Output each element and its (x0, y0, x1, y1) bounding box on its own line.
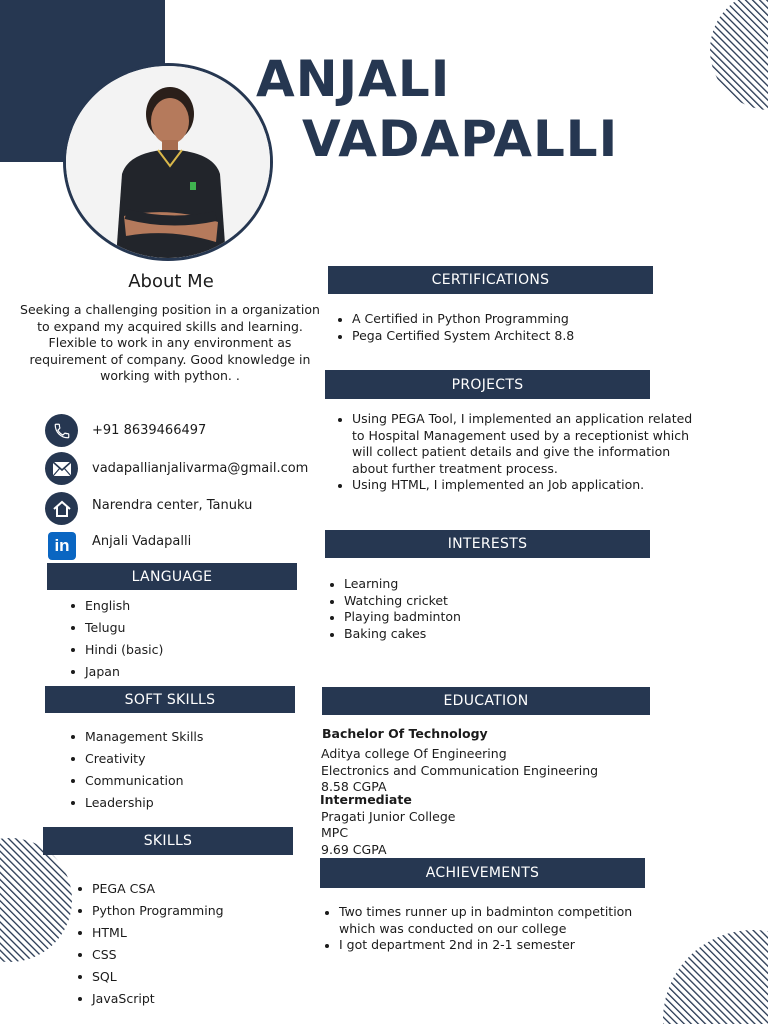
list-item: Playing badminton (324, 609, 624, 626)
linkedin-text[interactable]: Anjali Vadapalli (92, 534, 192, 549)
skills-header: SKILLS (43, 827, 293, 855)
list-item: Learning (324, 576, 624, 593)
score-bachelor: 8.58 CGPA (321, 779, 387, 794)
soft-skills-header: SOFT SKILLS (45, 686, 295, 713)
list-item: Communication (65, 770, 203, 792)
list-item: I got department 2nd in 2-1 semester (319, 937, 664, 954)
branch-bachelor: Electronics and Communication Engineering (321, 763, 599, 778)
branch-intermediate: MPC (321, 825, 349, 840)
list-item: Pega Certified System Architect 8.8 (332, 328, 692, 345)
address-text: Narendra center, Tanuku (92, 498, 253, 513)
list-item: A Certified in Python Programming (332, 311, 692, 328)
list-item: Watching cricket (324, 593, 624, 610)
soft-skills-list (65, 726, 203, 814)
list-item: Using HTML, I implemented an Job application. (332, 477, 702, 494)
degree-bachelor: Bachelor Of Technology (322, 726, 488, 741)
degree-intermediate: Intermediate (320, 792, 412, 807)
list-item: Python Programming (72, 900, 224, 922)
person-silhouette-icon (66, 66, 270, 258)
hatched-circle-top-right (688, 0, 768, 110)
phone-text: +91 8639466497 (92, 423, 207, 438)
list-item: HTML (72, 922, 224, 944)
list-item: PEGA CSA (72, 878, 224, 900)
list-item: Telugu (65, 617, 163, 639)
college-bachelor: Aditya college Of Engineering (321, 746, 507, 761)
interests-header: INTERESTS (325, 530, 650, 558)
skills-list (72, 878, 224, 1010)
hatched-circle-left (0, 838, 75, 968)
certifications-list (332, 311, 692, 344)
list-item: Baking cakes (324, 626, 624, 643)
certifications-header: CERTIFICATIONS (328, 266, 653, 294)
score-intermediate: 9.69 CGPA (321, 842, 387, 857)
list-item: SQL (72, 966, 224, 988)
list-item: Japan (65, 661, 163, 683)
achievements-header: ACHIEVEMENTS (320, 858, 645, 888)
projects-list (332, 411, 702, 494)
home-icon (45, 492, 78, 525)
last-name: VADAPALLI (302, 110, 619, 168)
first-name: ANJALI (256, 50, 451, 108)
list-item: CSS (72, 944, 224, 966)
list-item: JavaScript (72, 988, 224, 1010)
list-item: English (65, 595, 163, 617)
list-item: Two times runner up in badminton competition which was conducted on our college (319, 904, 664, 937)
language-list (65, 595, 163, 683)
email-text[interactable]: vadapallianjalivarma@gmail.com (92, 461, 309, 476)
college-intermediate: Pragati Junior College (321, 809, 456, 824)
language-header: LANGUAGE (47, 563, 297, 590)
linkedin-icon: in (48, 532, 76, 560)
achievements-list (319, 904, 664, 954)
interests-list (324, 576, 624, 642)
list-item: Creativity (65, 748, 203, 770)
profile-photo (63, 63, 273, 261)
list-item: Hindi (basic) (65, 639, 163, 661)
phone-icon (45, 414, 78, 447)
projects-header: PROJECTS (325, 370, 650, 399)
list-item: Using PEGA Tool, I implemented an application related to Hospital Management used by a receptionist which will collect patient details and give the information about further treatment process. (332, 411, 702, 477)
education-header: EDUCATION (322, 687, 650, 715)
list-item: Leadership (65, 792, 203, 814)
list-item: Management Skills (65, 726, 203, 748)
about-title: About Me (128, 271, 214, 292)
mail-icon (45, 452, 78, 485)
about-text: Seeking a challenging position in a organization to expand my acquired skills and learning. Flexible to work in any environment as requirement of company. Good knowledge in working with python. . (20, 302, 320, 383)
